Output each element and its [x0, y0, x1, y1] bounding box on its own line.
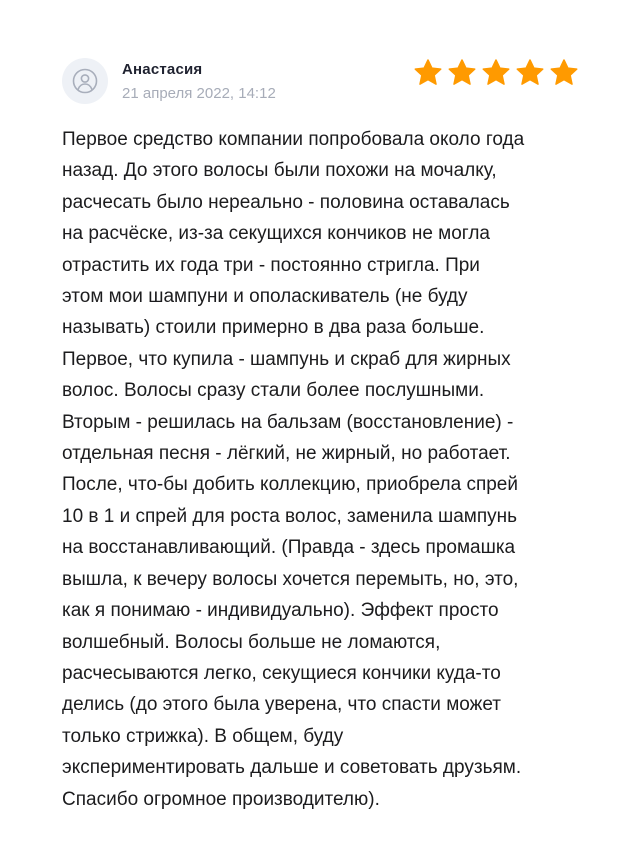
star-icon	[549, 58, 579, 88]
star-icon	[447, 58, 477, 88]
review-text: Первое средство компании попробовала около года назад. До этого волосы были похожи на мочалку, расчесать было нереально - половина оставалась на расчёске, из-за секущихся кончиков не могла отрастить их года три - постоянно стригла. При этом мои шампуни и ополаскиватель (не буду называть) стоили примерно в два раза больше. Первое, что купила - шампунь и скраб для жирных волос. Волосы сразу стали более послушными. Вторым - решилась на бальзам (восстановление) - отдельная песня - лёгкий, не жирный, но работает. После, что-бы добить коллекцию, приобрела спрей 10 в 1 и спрей для роста волос, заменила шампунь на восстанавливающий. (Правда - здесь промашка вышла, к вечеру волосы хочется перемыть, но, это, как я понимаю - индивидуально). Эффект просто волшебный. Волосы больше не ломаются, расчесываются легко, секущиеся кончики куда-то делись (до этого была уверена, что спасти может только стрижка). В общем, буду экспериментировать дальше и советовать друзьям. Спасибо огромное производителю).	[62, 129, 525, 810]
author-name: Анастасия	[122, 61, 203, 78]
star-icon	[413, 58, 443, 88]
review-header	[62, 56, 582, 106]
star-rating	[413, 58, 579, 88]
review-date: 21 апреля 2022, 14:12	[122, 85, 276, 102]
star-icon	[515, 58, 545, 88]
author-block	[122, 60, 276, 104]
user-placeholder-icon	[62, 58, 108, 104]
star-icon	[481, 58, 511, 88]
